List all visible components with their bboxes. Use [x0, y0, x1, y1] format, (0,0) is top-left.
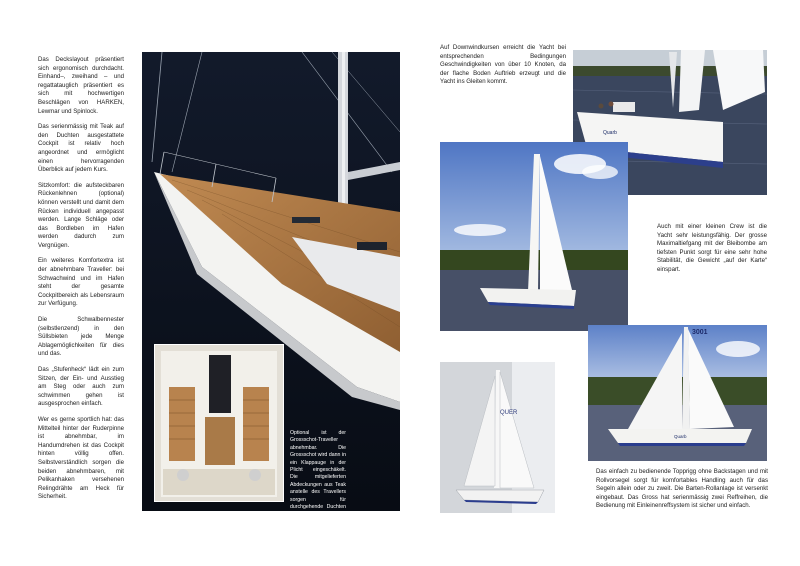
- crew-text: [657, 223, 767, 282]
- hull-name-race: Quarb: [674, 434, 687, 439]
- paragraph-stern: Das „Stufenheck“ lädt ein zum Sitzen, der Ein- und Ausstieg am Steg oder auch zum schwimmen gehen ist ausgesprochen einfach.: [38, 366, 124, 408]
- downwind-text: [440, 44, 566, 94]
- crew-paragraph: Auch mit einer kleinen Crew ist die Yacht sehr leistungsfähig. Der grosse Maximaltiefgang mit der Bleibombe am tiefsten Punkt sorgt für eine sehr hohe Stabilität, die Gewicht „auf der Karte“ einspart.: [657, 223, 767, 273]
- sail-logo: QUER: [500, 410, 518, 416]
- sail-plan-photo: [440, 362, 555, 513]
- left-text-column: [38, 56, 124, 509]
- paragraph-cockpit: Das serienmässig mit Teak auf den Duchten ausgestattete Cockpit ist relativ hoch angeordnet und ermöglicht einen hervorragenden Überblick auf jedem Kurs.: [38, 123, 124, 174]
- paragraph-deck-layout: Das Deckslayout präsentiert sich ergonomisch durchdacht. Einhand–, zweihand – und regattatauglich präsentiert es sich mit hochwertigen Beschlägen von HARKEN, Lewmar und Spinlock.: [38, 56, 124, 115]
- photo-caption: [290, 430, 346, 541]
- paragraph-sporty: Wer es gerne sportlich hat: das Mittelteil hinter der Ruderpinne ist abnehmbar, im Handumdrehen ist das Cockpit hinten völlig offen. Selbstverständlich sorgen die beiden abnehmbaren, mit Pelikanhaken versehenen Relingdrähte am Heck für Sicherheit.: [38, 415, 124, 501]
- rig-text: [596, 468, 768, 518]
- paragraph-traveller: Ein weiteres Komfortextra ist der abnehmbare Traveller: bei Schwachwind und im Hafen steht der gesamte Cockpitbereich als Lebensraum zur Verfügung.: [38, 257, 124, 308]
- paragraph-seat-comfort: Sitzkomfort: die aufsteckbaren Rückenlehnen (optional) können verstellt und damit dem Rücken individuell angepasst werden. Lange Schläge oder das Bordleben im Hafen werden dadurch zum Vergnügen.: [38, 181, 124, 249]
- cockpit-photo: [154, 344, 284, 502]
- hull-name-downwind: Quarb: [603, 130, 617, 136]
- race-boat-photo: [588, 325, 767, 461]
- upwind-photo: [440, 142, 628, 331]
- paragraph-storage: Die Schwalbennester (selbstlenzend) in den Süllsbieten jede Menge Ablagemöglichkeiten für dies und das.: [38, 316, 124, 358]
- rig-paragraph: Das einfach zu bedienende Topprigg ohne Backstagen und mit Rollvorsegel sorgt für komfortables Handling auch für das Segeln allein oder zu zweit. Die Barten-Rollanlage ist versenkt eingebaut. Das Gross hat serienmässig zwei Reffreihen, die Bedienung mit Einleinenreffsystem ist sicher und einfach.: [596, 468, 768, 510]
- downwind-paragraph: Auf Downwindkursen erreicht die Yacht bei entsprechenden Bedingungen Geschwindigkeiten von über 10 Knoten, da der flache Boden Auftrieb erzeugt und die Yacht ins Gleiten kommt.: [440, 44, 566, 86]
- caption-text: Optional ist der Grossschot-Traveller abnehmbar. Die Grossschot wird dann in ein Klappauge in der Plicht eingeschäkelt. Die mitgelieferten Abdeckungen aus Teak anstelle des Travellers sorgen für durchgehende Duchten und damit für viel Lebensraum im Hafen oder bei wenig bis mittlerem Wind.: [290, 430, 346, 540]
- sail-number: 3001: [692, 329, 708, 336]
